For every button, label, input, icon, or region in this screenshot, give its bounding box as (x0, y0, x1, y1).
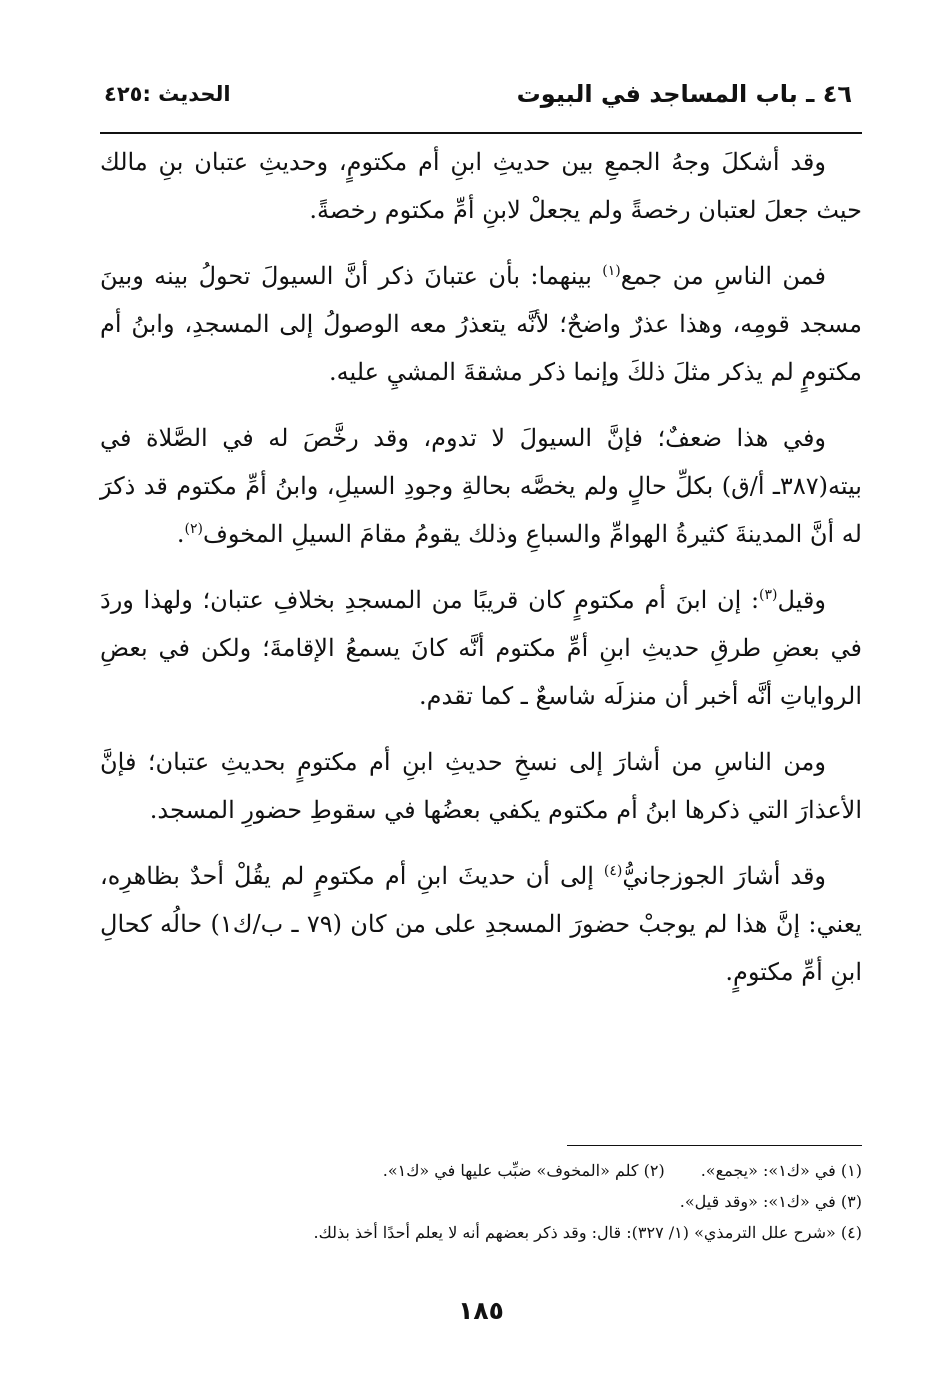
paragraph-3: وفي هذا ضعفٌ؛ فإنَّ السيولَ لا تدوم، وقد رخَّصَ له في الصَّلاة في بيته(٣٨٧ـ أ/ق) بكلِّ حالٍ ولم يخصَّه بحالةِ وجودِ السيلِ، وابنُ أمِّ مكتوم قد ذكرَ له أنَّ المدينةَ كثيرةُ الهوامِّ والسباعِ وذلك يقومُ مقامَ السيلِ المخوف$^{(٢)}$. (100, 424, 862, 548)
footnote-2: (٢) كلم «المخوف» ضبِّب عليها في «ك١». (382, 1161, 665, 1180)
book-page (100, 60, 862, 1350)
footnote-1: (١) في «ك١»: «يجمع». (700, 1161, 862, 1180)
footnote-row (100, 1155, 862, 1186)
main-text (100, 138, 862, 1014)
footnote-3: (٣) في «ك١»: «وقد قيل». (679, 1192, 862, 1211)
footnotes (100, 1155, 862, 1248)
paragraph-5: ومن الناسِ من أشارَ إلى نسخِ حديثِ ابنِ أم مكتومٍ بحديثِ عتبان؛ فإنَّ الأعذارَ التي ذكرها ابنُ أم مكتوم يكفي بعضُها في سقوطِ حضورِ المسجد. (100, 748, 862, 824)
footnote-row (100, 1186, 862, 1217)
footnote-ref-1: (١) (602, 263, 621, 279)
hadith-number: الحديث :٤٢٥ (104, 82, 231, 106)
footnote-ref-3: (٣) (759, 587, 778, 603)
chapter-title: ٤٦ ـ باب المساجد في البيوت (516, 80, 852, 108)
paragraph-2: فمن الناسِ من جمع$^{(١)}$ بينهما: بأن عتبانَ ذكر أنَّ السيولَ تحولُ بينه وبينَ مسجد قومِه، وهذا عذرٌ واضحٌ؛ لأنَّه يتعذرُ معه الوصولُ إلى المسجدِ، وابنُ أم مكتومٍ لم يذكر مثلَ ذلكَ وإنما ذكر مشقةَ المشيِ عليه. (100, 262, 862, 386)
paragraph-4: وقيل$^{(٣)}$: إن ابنَ أم مكتومٍ كان قريبًا من المسجدِ بخلافِ عتبان؛ ولهذا وردَ في بعضِ طرقِ حديثِ ابنِ أمِّ مكتوم أنَّه كانَ يسمعُ الإقامةَ؛ ولكن في بعضِ الرواياتِ أنَّه أخبر أن منزلَه شاسعٌ ـ كما تقدم. (100, 586, 862, 710)
running-header (100, 72, 862, 122)
footnote-4: (٤) «شرح علل الترمذي» (١/ ٣٢٧): قال: وقد ذكر بعضهم أنه لا يعلم أحدًا أخذ بذلك. (313, 1223, 862, 1242)
footnote-ref-2: (٢) (184, 521, 203, 537)
header-divider (100, 132, 862, 134)
paragraph-6: وقد أشارَ الجوزجانيُّ$^{(٤)}$ إلى أن حديثَ ابنِ أم مكتومٍ لم يقُلْ أحدٌ بظاهرِه، يعني: إنَّ هذا لم يوجبْ حضورَ المسجدِ على من كان (٧٩ ـ ب/ك١) حالُه كحالِ ابنِ أمِّ مكتومٍ. (100, 862, 862, 986)
footnote-row (100, 1217, 862, 1248)
footnote-divider (567, 1145, 862, 1146)
page-number: ١٨٥ (458, 1296, 504, 1325)
footnote-ref-4: (٤) (603, 863, 623, 879)
paragraph-1: وقد أشكلَ وجهُ الجمعِ بين حديثِ ابنِ أم مكتومٍ، وحديثِ عتبان بنِ مالك حيث جعلَ لعتبان رخصةً ولم يجعلْ لابنِ أمِّ مكتوم رخصةً. (100, 148, 862, 224)
